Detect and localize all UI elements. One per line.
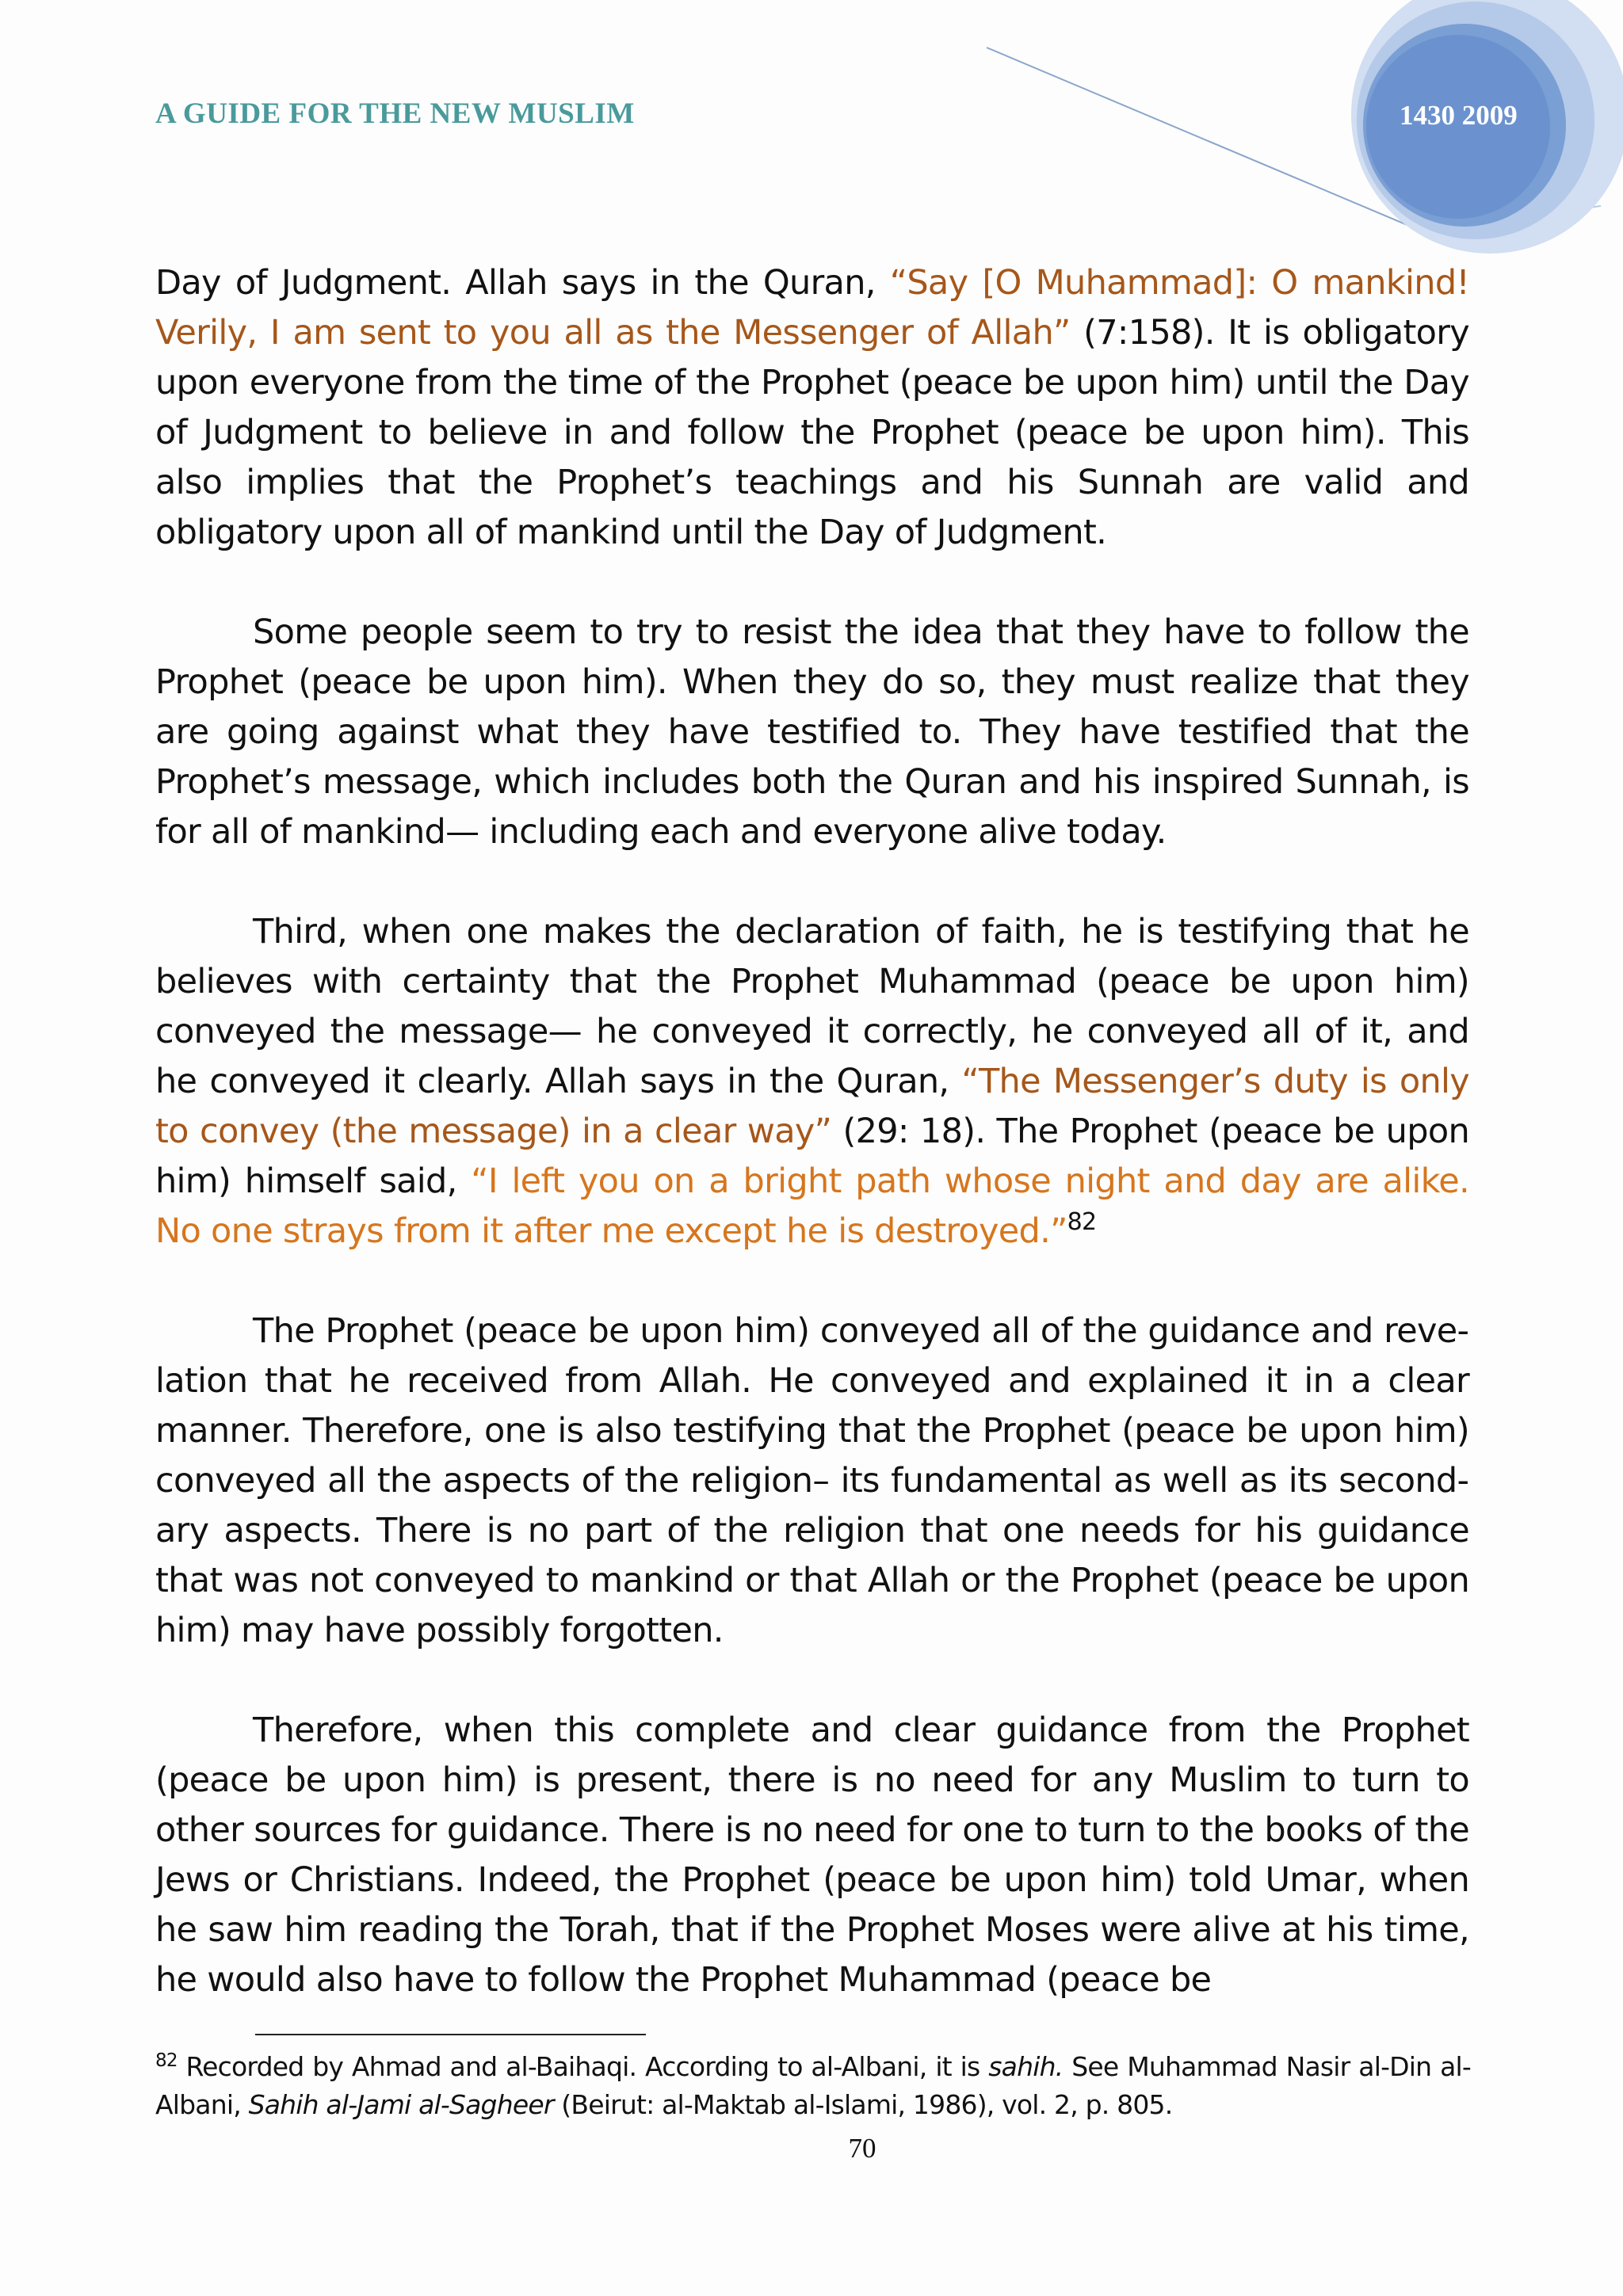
footnote-reference[interactable]: 82	[1067, 1208, 1097, 1236]
text-segment: Third, when one makes the declaration of faith, he is testifying that he believes with certainty that the Prophet Muhammad (peace be upon him) conveyed the message— he conveyed it correctly, he conveyed all of it, and he conveyed it clearly. Allah says in the Quran,	[155, 912, 1469, 1101]
footnote-text: (Beirut: al-Maktab al-Islami, 1986), vol. 2, p. 805.	[553, 2089, 1173, 2120]
hadith-quote: “I left you on a bright path whose night and day are alike. No one strays from it after me except he is destroyed.”	[155, 1161, 1469, 1251]
body-text	[155, 258, 1469, 2055]
paragraph	[155, 907, 1469, 1257]
text-segment: (7:158). It is obligatory upon everyone from the time of the Prophet (peace be upon him) until the Day of Judgment to believe in and follow the Prophet (peace be upon him). This also implies that the Prophet’s teachings and his Sunnah are valid and obligatory upon all of mankind until the Day of Judgment.	[155, 313, 1469, 552]
header-circle-decoration	[0, 0, 1623, 269]
text-segment: (29: 18). The Prophet (peace be upon him) himself said,	[155, 1112, 1469, 1201]
text-segment: Therefore, when this complete and clear guidance from the Prophet (peace be upon him) is present, there is no need for any Muslim to turn to other sources for guidance. There is no need for one to turn to the books of the Jews or Christians. Indeed, the Prophet (peace be upon him) told Umar, when he saw him reading the Torah, that if the Prophet Moses were alive at his time, he would also have to follow the Prophet Muhammad (peace be	[155, 1711, 1469, 2000]
paragraph	[155, 258, 1469, 558]
paragraph	[155, 1306, 1469, 1656]
footnote-number: 82	[155, 2050, 178, 2071]
header-year: 1430 2009	[1400, 100, 1518, 131]
footnote	[155, 2048, 1471, 2124]
paragraph	[155, 608, 1469, 857]
footnote-divider	[255, 2034, 646, 2035]
text-segment: Some people seem to try to resist the idea that they have to follow the Prophet (peace be upon him). When they do so, they must realize that they are going against what they have testified to. They have testified that the Prophet’s message, which includes both the Quran and his inspired Sunnah, is for all of mankind— including each and everyone alive today.	[155, 612, 1469, 852]
footnote-italic: sahih.	[988, 2051, 1064, 2082]
quran-quote: “Say [O Muhammad]: O mankind! Verily, I am sent to you all as the Messenger of Allah”	[155, 263, 1469, 353]
footnote-text: See Muhammad Nasir al-Din al-Albani,	[155, 2051, 1472, 2120]
text-segment: Day of Judgment. Allah says in the Quran,	[155, 263, 890, 303]
paragraph	[155, 1706, 1469, 2005]
text-segment: The Prophet (peace be upon him) conveyed all of the guidance and revelation that he received from Allah. He conveyed and explained it in a clear manner. Therefore, one is also testifying that the Prophet (peace be upon him) conveyed all the aspects of the religion– its fundamental as well as its secondary aspects. There is no part of the religion that one needs for his guidance that was not conveyed to mankind or that Allah or the Prophet (peace be upon him) may have possibly forgotten.	[155, 1311, 1469, 1650]
footnote-text: Recorded by Ahmad and al-Baihaqi. According to al-Albani, it is	[177, 2051, 989, 2082]
page-number: 70	[848, 2133, 876, 2164]
footnote-book-title: Sahih al-Jami al-Sagheer	[248, 2089, 554, 2120]
header-title: A GUIDE FOR THE NEW MUSLIM	[155, 97, 635, 130]
quran-quote: “The Messenger’s duty is only to convey (the message) in a clear way”	[155, 1062, 1469, 1151]
